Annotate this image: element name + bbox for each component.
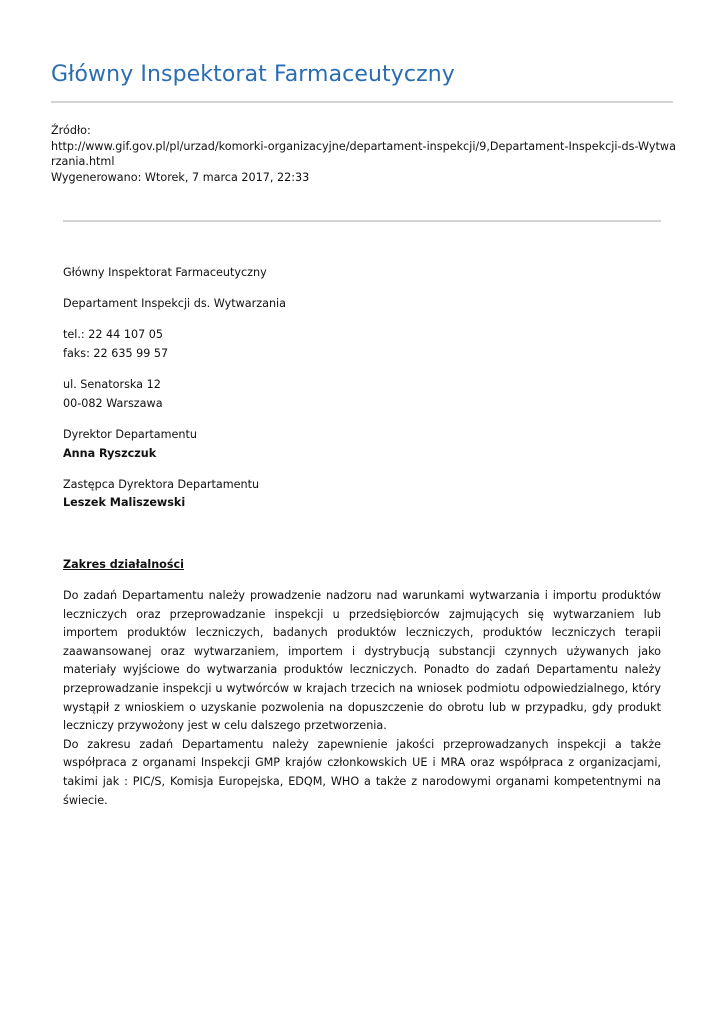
phone-number: tel.: 22 44 107 05	[63, 328, 163, 342]
source-label: Źródło:	[51, 124, 91, 137]
article-body	[63, 264, 661, 810]
page-title: Główny Inspektorat Farmaceutyczny	[51, 62, 455, 87]
scope-paragraph-1: Do zadań Departamentu należy prowadzenie nadzoru nad warunkami wytwarzania i importu produktów leczniczych oraz przeprowadzanie inspekcji u przedsiębiorców zajmujących się wytwarzaniem lub importem produktów leczniczych, badanych produktów leczniczych, produktów leczniczych terapii zaawansowanej oraz wytwarzaniem, importem i dystrybucją substancji czynnych używanych jako materiały wyjściowe do wytwarzania produktów leczniczych. Ponadto do zadań Departamentu należy przeprowadzanie inspekcji u wytwórców w krajach trzecich na wniosek podmiotu odpowiedzialnego, który wystąpił z wnioskiem o uzyskanie pozwolenia na dopuszczenie do obrotu lub w przypadku, gdy produkt leczniczy przywożony jest w celu dalszego przetworzenia.	[63, 589, 661, 733]
source-url[interactable]: http://www.gif.gov.pl/pl/urzad/komorki-organizacyjne/departament-inspekcji/9,Departament-Inspekcji-ds-Wytwarzania.html	[51, 139, 676, 168]
deputy-label: Zastępca Dyrektora Departamentu	[63, 477, 260, 491]
director-label: Dyrektor Departamentu	[63, 427, 197, 441]
fax-number: faks: 22 635 99 57	[63, 346, 169, 360]
org-name: Główny Inspektorat Farmaceutyczny	[63, 266, 267, 279]
director-name: Anna Ryszczuk	[63, 446, 157, 460]
scope-heading: Zakres działalności	[63, 557, 184, 571]
scope-paragraph-2: Do zakresu zadań Departamentu należy zapewnienie jakości przeprowadzanych inspekcji a także współpraca z organami Inspekcji GMP krajów członkowskich UE i MRA oraz współpraca z organizacjami, takimi jak : PIC/S, Komisja Europejska, EDQM, WHO a także z narodowymi organami kompetentnymi na świecie.	[63, 737, 661, 807]
deputy-name: Leszek Maliszewski	[63, 496, 186, 510]
deputy-block	[63, 476, 661, 513]
department-name: Departament Inspekcji ds. Wytwarzania	[63, 297, 287, 311]
director-block	[63, 426, 661, 463]
generated-date: Wygenerowano: Wtorek, 7 marca 2017, 22:33	[51, 170, 310, 184]
source-meta	[51, 123, 676, 185]
content-divider	[63, 220, 661, 222]
contact-phones	[63, 326, 661, 363]
address	[63, 376, 661, 413]
header-divider	[51, 101, 673, 103]
address-city: 00-082 Warszawa	[63, 396, 163, 410]
address-street: ul. Senatorska 12	[63, 378, 161, 392]
